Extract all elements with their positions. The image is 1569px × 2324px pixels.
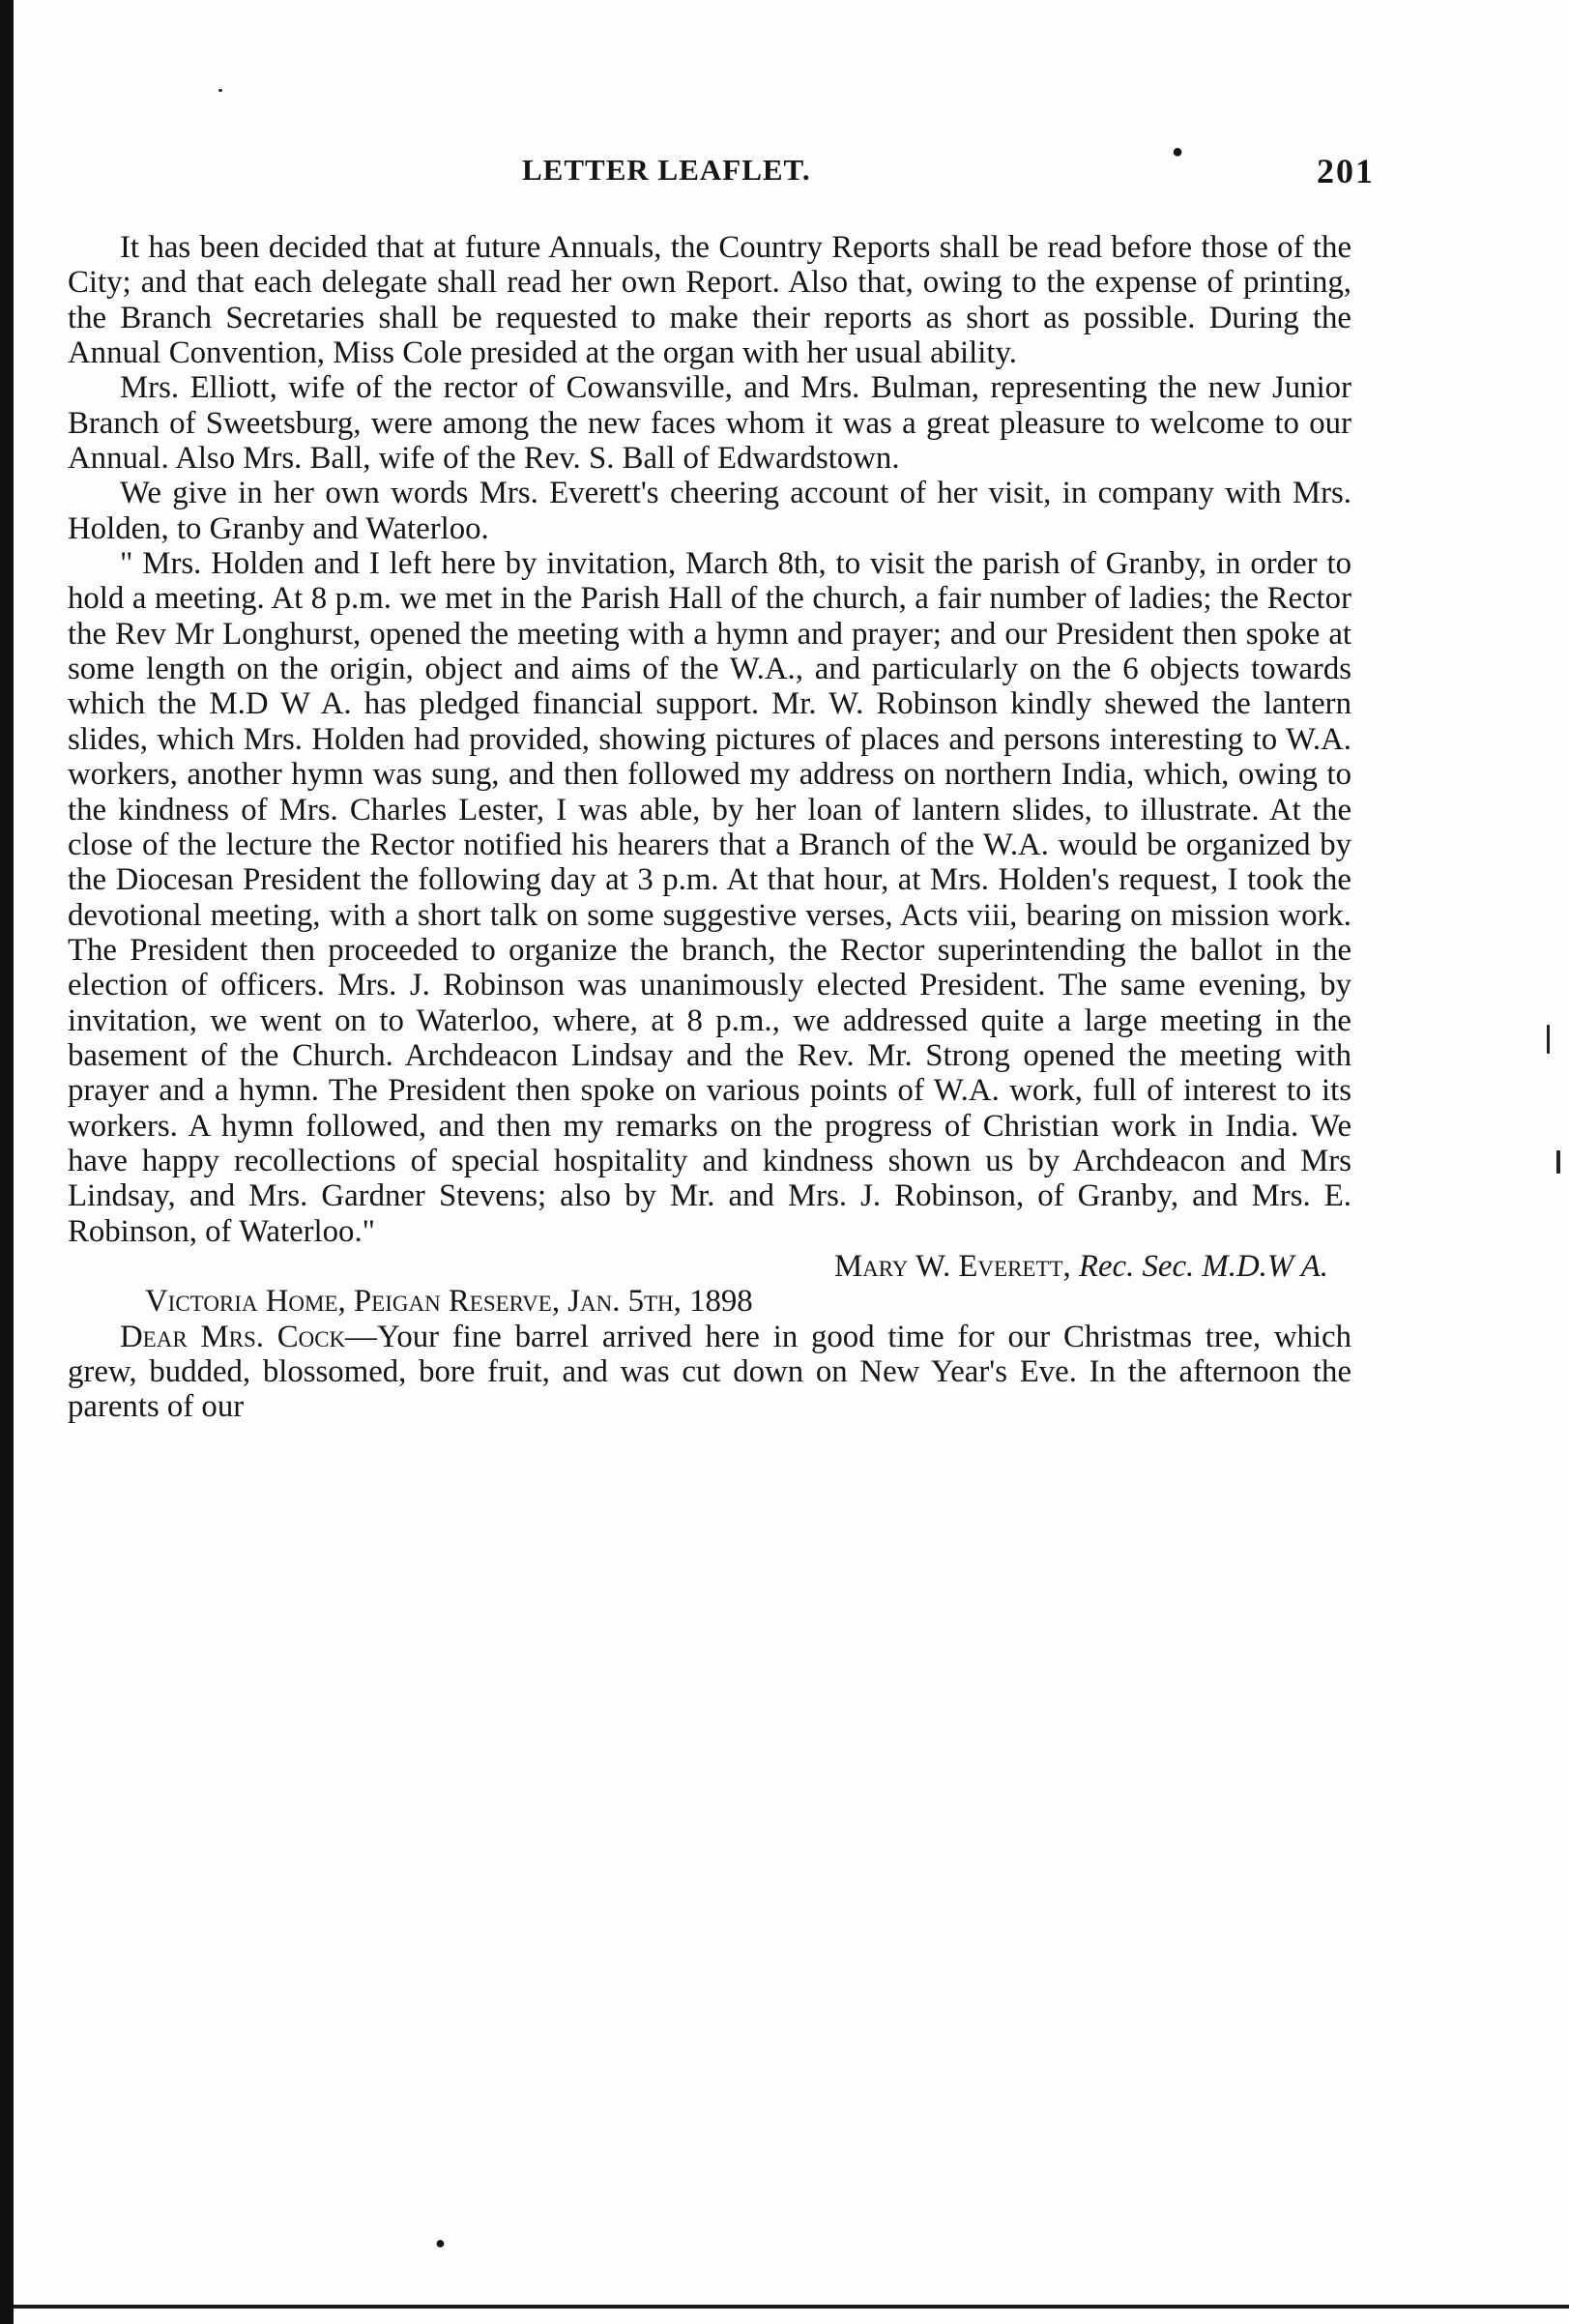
paragraph-annual-decisions: It has been decided that at future Annuals, the Country Reports shall be read before those of the City; and that each delegate shall read her own Report. Also that, owing to the expense of printing, the Branch Secretaries shall be requested to make their reports as short as possible. During the Annual Convention, Miss Cole presided at the organ with her usual ability. bbox=[68, 230, 1351, 371]
signature-title: Rec. Sec. M.D.W A. bbox=[1078, 1248, 1328, 1284]
ink-speck bbox=[1547, 1025, 1550, 1054]
paragraph-everett-account: " Mrs. Holden and I left here by invitation, March 8th, to visit the parish of Granby, in order to hold a meeting. At 8 p.m. we met in the Parish Hall of the church, a fair number of ladies; the Rector the Rev Mr Longhurst, opened the meeting with a hymn and prayer; and our President then spoke at some length on the origin, object and aims of the W.A., and particularly on the 6 objects towards which the M.D W A. has pledged financial support. Mr. W. Robinson kindly shewed the lantern slides, which Mrs. Holden had provided, showing pictures of places and persons interesting to W.A. workers, another hymn was sung, and then followed my address on northern India, which, owing to the kindness of Mrs. Charles Lester, I was able, by her loan of lantern slides, to illustrate. At the close of the lecture the Rector notified his hearers that a Branch of the W.A. would be organized by the Diocesan President the following day at 3 p.m. At that hour, at Mrs. Holden's request, I took the devotional meeting, with a short talk on some suggestive verses, Acts viii, bearing on mission work. The President then proceeded to organize the branch, the Rector superintending the ballot in the election of officers. Mrs. J. Robinson was unanimously elected President. The same evening, by invitation, we went on to Waterloo, where, at 8 p.m., we addressed quite a large meeting in the basement of the Church. Archdeacon Lindsay and the Rev. Mr. Strong opened the meeting with prayer and a hymn. The President then spoke on various points of W.A. work, full of interest to its workers. A hymn followed, and then my remarks on the progress of Christian work in India. We have happy recollections of special hospitality and kindness shown us by Archdeacon and Mrs Lindsay, and Mrs. Gardner Stevens; also by Mr. and Mrs. J. Robinson, of Granby, and Mrs. E. Robinson, of Waterloo." bbox=[68, 546, 1351, 1249]
paragraph-introduction: We give in her own words Mrs. Everett's cheering account of her visit, in company with Mrs. Holden, to Granby and Waterloo. bbox=[68, 476, 1351, 546]
ink-mark: ● bbox=[435, 2233, 446, 2252]
signature-name: Mary W. Everett, bbox=[833, 1248, 1071, 1284]
scan-edge-left bbox=[0, 0, 14, 2324]
signature-block bbox=[68, 1249, 1351, 1284]
paragraph-new-faces: Mrs. Elliott, wife of the rector of Cowansville, and Mrs. Bulman, representing the new Junior Branch of Sweetsburg, were among the new faces whom it was a great pleasure to welcome to our Annual. Also Mrs. Ball, wife of the Rev. S. Ball of Edwardstown. bbox=[68, 370, 1351, 477]
letter-salutation: Dear Mrs. Cock bbox=[120, 1319, 346, 1354]
letter-text: —Your fine barrel arrived here in good time for our Christmas tree, which grew, budded, blossomed, bore fruit, and was cut down on New Year's Eve. In the afternoon the parents of our bbox=[68, 1319, 1351, 1425]
running-title: LETTER LEAFLET. bbox=[522, 153, 811, 187]
ornament-dot: ● bbox=[1172, 141, 1184, 162]
letter-opening bbox=[68, 1320, 1351, 1425]
ink-speck bbox=[1556, 1150, 1560, 1174]
page-header bbox=[68, 141, 1375, 201]
ink-speck bbox=[218, 89, 222, 92]
page-number: 201 bbox=[1317, 152, 1375, 190]
letter-dateline: Victoria Home, Peigan Reserve, Jan. 5th, 1898 bbox=[145, 1284, 753, 1320]
article-body bbox=[68, 230, 1351, 1425]
scan-edge-bottom bbox=[14, 2305, 1569, 2309]
